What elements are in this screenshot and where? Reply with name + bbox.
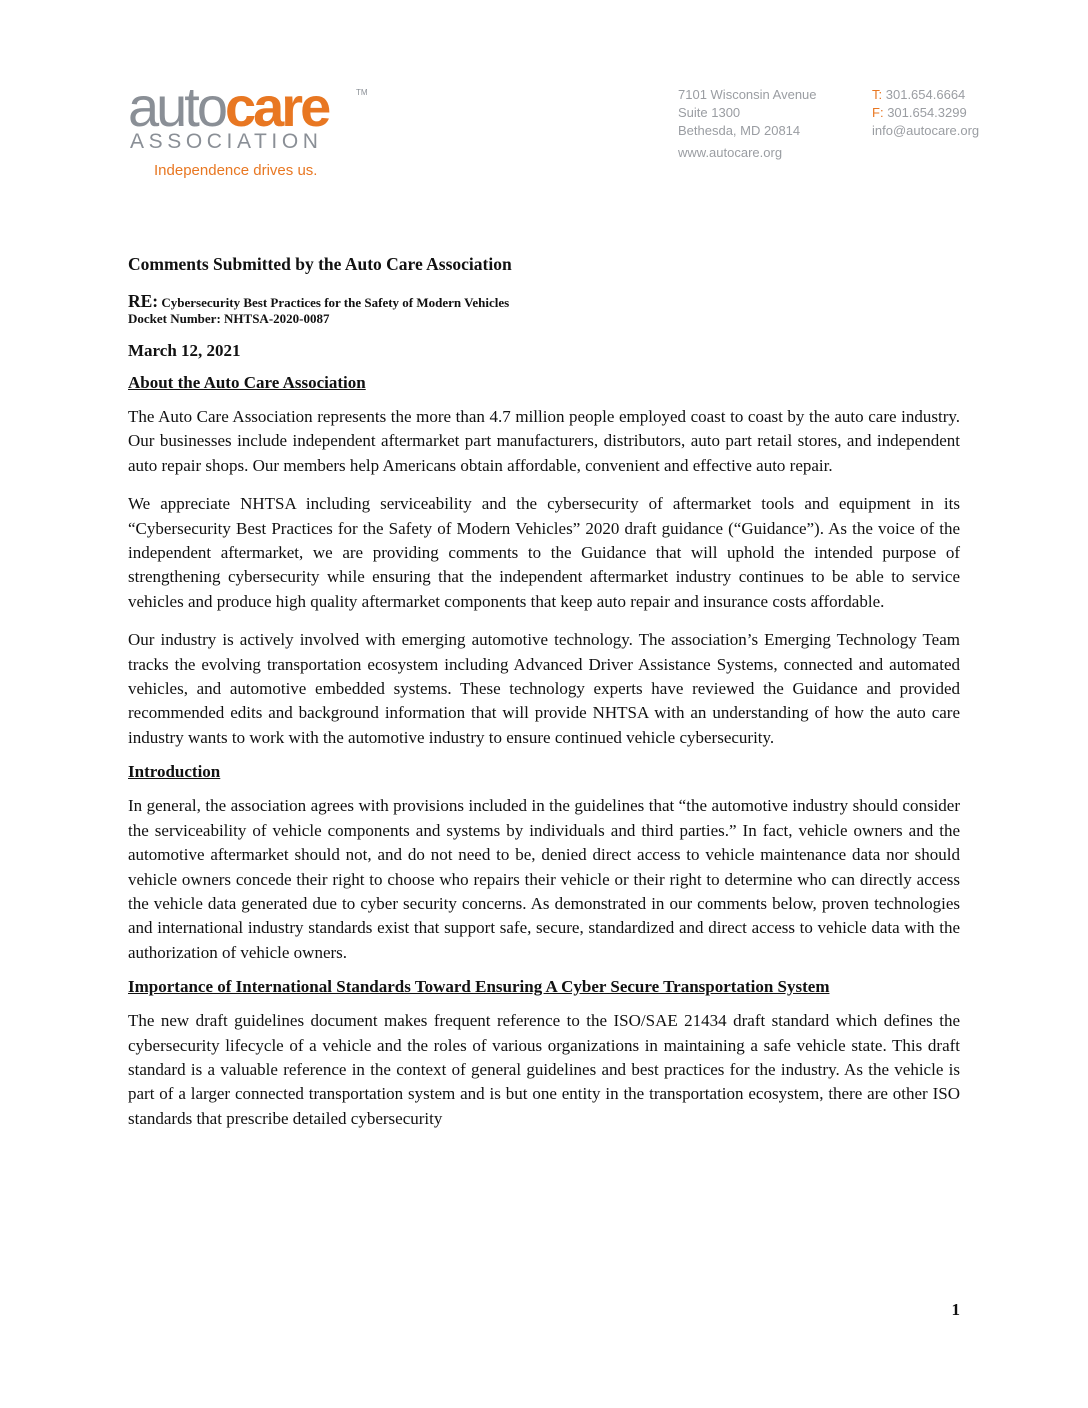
address-line: Bethesda, MD 20814 [678,123,801,138]
phone-line [872,86,979,104]
paragraph: The new draft guidelines document makes frequent reference to the ISO/SAE 21434 draft standard which defines the cybersecurity lifecycle of a vehicle and the roles of various organizations in maintaining a safe vehicle state. This draft standard is a valuable reference in the context of general guidelines and best practices for the industry. As the vehicle is part of a larger connected transportation system and is but one entity in the transportation ecosystem, there are other ISO standards that prescribe detailed cybersecurity [128,1011,960,1128]
re-block [128,293,960,327]
paragraph: In general, the association agrees with provisions included in the guidelines that “the automotive industry should consider the serviceability of vehicle components and systems by individuals and third parties.” In fact, vehicle owners and the automotive aftermarket should not, and do not need to be, denied direct access to vehicle maintenance data nor should vehicle owners concede their right to choose who repairs their vehicle or their right to determine who can directly access the vehicle data generated due to cyber security concerns. As demonstrated in our comments below, proven technologies and international industry standards exist that support safe, secure, standardized and direct access to vehicle data with the authorization of vehicle owners. [128,796,960,962]
letterhead-contact [872,86,979,140]
website-link[interactable]: www.autocare.org [678,145,783,160]
section-heading-about: About the Auto Care Association [128,373,366,392]
letterhead-address [678,86,817,162]
section-heading-introduction: Introduction [128,762,221,782]
address-line: Suite 1300 [678,105,741,120]
logo-trademark: TM [356,88,368,97]
re-line [128,293,960,311]
address-line: 7101 Wisconsin Avenue [678,87,817,102]
re-label: RE: [128,291,159,311]
auto-care-logo [128,75,368,182]
docket-number: Docket Number: NHTSA-2020-0087 [128,311,330,326]
section-heading-standards: Importance of International Standards Toward Ensuring A Cyber Secure Transportation System [128,977,830,997]
document-heading: Comments Submitted by the Auto Care Association [128,254,512,274]
phone-number: 301.654.6664 [885,87,966,102]
fax-label: F: [872,105,884,120]
paragraph: We appreciate NHTSA including serviceability and the cybersecurity of aftermarket tools and equipment in its “Cybersecurity Best Practices for the Safety of Modern Vehicles” 2020 draft guidance (“Guidance”). As the voice of the independent aftermarket, we are providing comments to the Guidance that will uphold the intended purpose of strengthening cybersecurity while ensuring that the independent aftermarket industry continues to be able to service vehicles and produce high quality aftermarket components that keep auto repair and insurance costs affordable. [128,494,960,611]
fax-line [872,104,979,122]
document-date: March 12, 2021 [128,341,241,360]
paragraph: Our industry is actively involved with emerging automotive technology. The association’s Emerging Technology Team tracks the evolving transportation ecosystem including Advanced Driver Assistance Systems, connected and automated vehicles, and automotive embedded systems. These technology experts have reviewed the Guidance and provided recommended edits and background information that will provide NHTSA with an understanding of how the auto care industry wants to work with the automotive industry to ensure continued vehicle cybersecurity. [128,630,960,747]
email-link[interactable]: info@autocare.org [872,123,980,138]
fax-number: 301.654.3299 [887,105,967,120]
paragraph: The Auto Care Association represents the more than 4.7 million people employed coast to coast by the auto care industry. Our businesses include independent aftermarket part manufacturers, distributors, auto part retail stores, and independent auto repair shops. Our members help Americans obtain affordable, convenient and effective auto repair. [128,407,960,475]
page-number: 1 [951,1300,960,1319]
logo-care-text: care [225,75,329,138]
phone-label: T: [872,87,883,102]
logo-association-text: ASSOCIATION [130,130,323,153]
document-body [128,254,960,1131]
re-subject: Cybersecurity Best Practices for the Safety of Modern Vehicles [161,295,510,310]
logo-wordmark [128,75,329,138]
logo-tagline: Independence drives us. [154,162,318,179]
logo-auto-text: auto [128,75,225,138]
